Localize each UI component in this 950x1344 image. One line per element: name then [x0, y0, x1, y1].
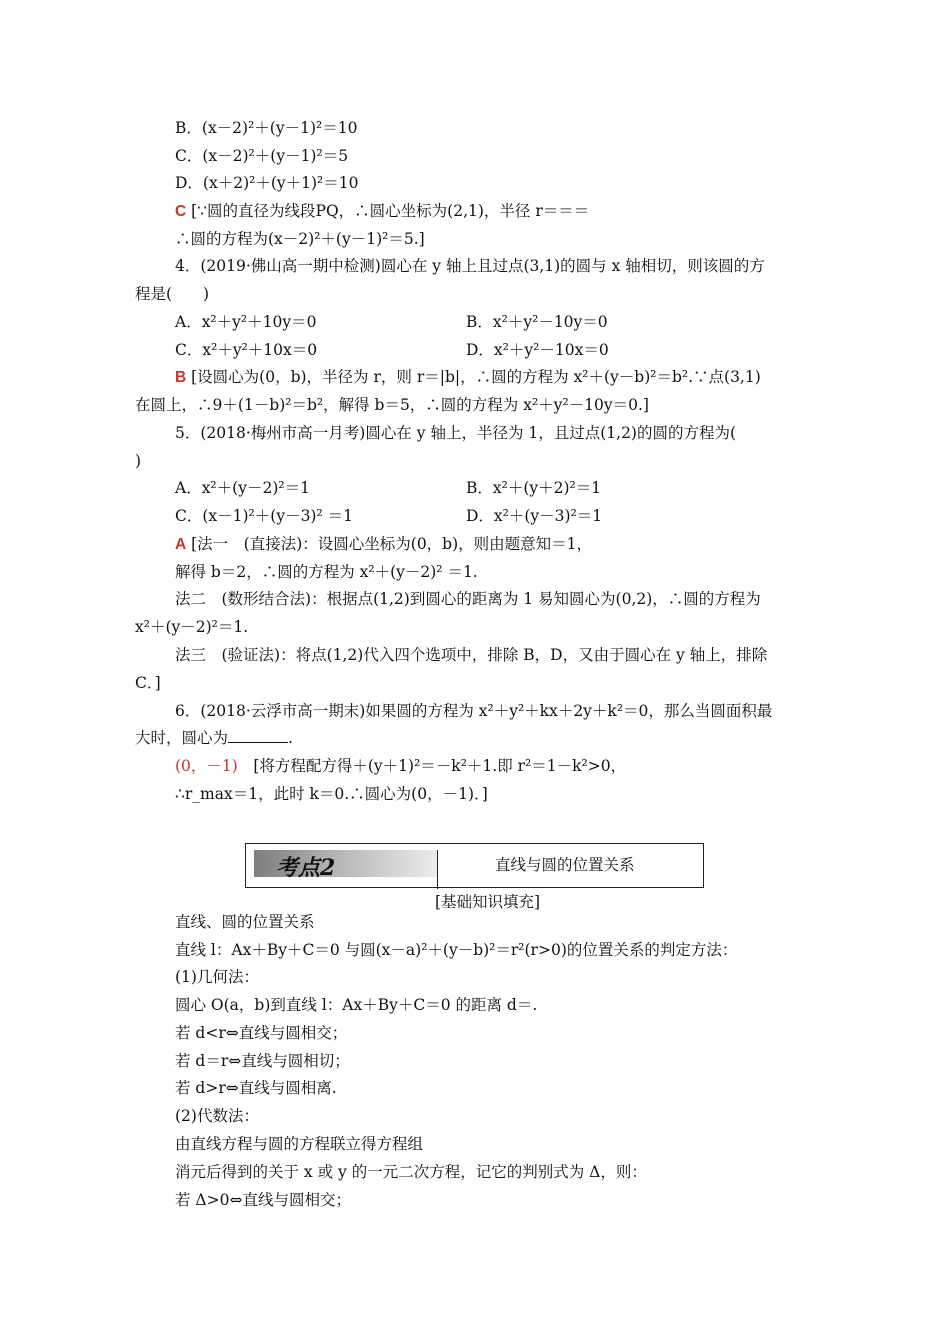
- line-text: D．(x＋2)²＋(y＋1)²＝10: [175, 174, 359, 192]
- text-line-l11: [135, 395, 649, 415]
- text-line-l10: [175, 367, 761, 388]
- text-line-l12: [175, 423, 736, 443]
- text-line-l29: [175, 995, 537, 1015]
- text-line-l33: [175, 1106, 259, 1126]
- line-text: 圆心 O(a，b)到直线 l：Ax＋By＋C＝0 的距离 d＝.: [175, 996, 538, 1014]
- text-line-l03: [175, 173, 359, 193]
- line-text: 若 d＝r⇔直线与圆相切；: [175, 1052, 350, 1070]
- section-subtitle: [基础知识填充]: [435, 893, 541, 911]
- text-line-l09: [175, 340, 317, 360]
- answer-letter: A: [175, 536, 187, 553]
- text-line-l25: [175, 784, 488, 804]
- line-text: C．x²＋y²＋10x＝0: [175, 341, 318, 359]
- line-text: 法三 (验证法)：将点(1,2)代入四个选项中，排除 B，D，又由于圆心在 y 轴上，排除: [175, 646, 768, 664]
- line-text: 程是( ): [135, 285, 210, 303]
- text-line-l02: [175, 146, 348, 166]
- line-text: x²＋(y－2)²＝1.: [135, 618, 249, 636]
- text-line-l26: [175, 912, 315, 932]
- section-title: 直线与圆的位置关系: [495, 856, 635, 874]
- text-line-l04: [175, 201, 589, 222]
- text-line-l14: [175, 478, 310, 498]
- option-right-l09: D．x²＋y²－10x＝0: [466, 341, 609, 359]
- line-text: 消元后得到的关于 x 或 y 的一元二次方程，记它的判别式为 Δ，则：: [175, 1163, 647, 1181]
- option-right-l08: B．x²＋y²－10y＝0: [466, 313, 608, 331]
- text-line-l35: [175, 1162, 647, 1182]
- text-line-l32: [175, 1078, 337, 1098]
- line-text: 在圆上，∴9＋(1－b)²＝b²，解得 b＝5，∴圆的方程为 x²＋y²－10y＝0.]: [135, 396, 649, 414]
- text-line-l13: [135, 451, 141, 471]
- text-line-l22: [175, 701, 772, 721]
- text-line-l06: [175, 256, 765, 276]
- answer-letter: C: [175, 203, 187, 220]
- text-line-l07: [135, 284, 209, 304]
- line-text: ): [135, 452, 142, 470]
- line-text: 6．(2018·云浮市高一期末)如果圆的方程为 x²＋y²＋kx＋2y＋k²＝0，那么当圆面积最: [175, 702, 773, 720]
- line-text: C．(x－1)²＋(y－3)² ＝1: [175, 507, 353, 525]
- text-line-l05: [175, 229, 425, 249]
- line-text: C．(x－2)²＋(y－1)²＝5: [175, 147, 349, 165]
- line-text: A．x²＋(y－2)²＝1: [175, 479, 310, 497]
- text-line-l08: [175, 312, 316, 332]
- text-line-l17: [175, 562, 478, 582]
- line-text: 直线、圆的位置关系: [175, 913, 315, 931]
- blank-suffix: .: [288, 729, 293, 747]
- option-right-l14: B．x²＋(y＋2)²＝1: [466, 479, 602, 497]
- answer-value: (0，－1): [175, 757, 238, 775]
- line-text: 由直线方程与圆的方程联立得方程组: [175, 1135, 424, 1153]
- text-line-l18: [175, 589, 761, 609]
- section-tab-label: 考点2: [276, 855, 336, 881]
- line-text: [∵圆的直径为线段PQ，∴圆心坐标为(2,1)，半径 r＝＝＝: [186, 202, 590, 220]
- line-text: 4．(2019·佛山高一期中检测)圆心在 y 轴上且过点(3,1)的圆与 x 轴相切，则该圆的方: [175, 257, 765, 275]
- line-text: B．(x－2)²＋(y－1)²＝10: [175, 119, 358, 137]
- line-text: C．]: [135, 674, 161, 692]
- line-text: 大时，圆心为: [135, 729, 229, 747]
- text-line-l19: [135, 617, 248, 637]
- line-text: [将方程配方得＋(y＋1)²＝－k²＋1.即 r²＝1－k²>0，: [237, 757, 627, 775]
- section-header-box: [245, 843, 704, 888]
- line-text: [法一 (直接法)：设圆心坐标为(0，b)，则由题意知＝1，: [186, 535, 593, 553]
- answer-letter: B: [175, 369, 187, 386]
- section-divider: [437, 850, 438, 889]
- text-line-l15: [175, 506, 353, 526]
- answer-blank[interactable]: [228, 728, 288, 743]
- line-text: (2)代数法：: [175, 1107, 259, 1125]
- text-line-l31: [175, 1051, 350, 1071]
- text-line-l28: [175, 967, 259, 987]
- line-text: 若 d<r⇔直线与圆相交；: [175, 1024, 348, 1042]
- text-line-l36: [175, 1190, 351, 1210]
- line-text: [设圆心为(0，b)，半径为 r，则 r＝|b|，∴圆的方程为 x²＋(y－b)²＝b².∵点(3,1): [186, 368, 761, 386]
- text-line-l27: [175, 940, 737, 960]
- text-line-l24: [175, 756, 626, 776]
- line-text: 若 d>r⇔直线与圆相离.: [175, 1079, 337, 1097]
- text-line-l34: [175, 1134, 423, 1154]
- text-line-l30: [175, 1023, 347, 1043]
- line-text: 5．(2018·梅州市高一月考)圆心在 y 轴上，半径为 1，且过点(1,2)的圆的方程为(: [175, 424, 737, 442]
- text-line-l21: [135, 673, 161, 693]
- line-text: A．x²＋y²＋10y＝0: [175, 313, 317, 331]
- line-text: ∴圆的方程为(x－2)²＋(y－1)²＝5.]: [175, 230, 425, 248]
- text-line-l16: [175, 534, 592, 555]
- text-line-l01: [175, 118, 357, 138]
- section-tab: [254, 850, 437, 881]
- line-text: ∴r_max＝1，此时 k＝0.∴圆心为(0，－1)．]: [175, 785, 488, 803]
- line-text: (1)几何法：: [175, 968, 259, 986]
- line-text: 若 Δ>0⇔直线与圆相交；: [175, 1191, 351, 1209]
- text-line-l20: [175, 645, 767, 665]
- line-text: 解得 b＝2，∴圆的方程为 x²＋(y－2)² ＝1.: [175, 563, 478, 581]
- line-text: 法二 (数形结合法)：根据点(1,2)到圆心的距离为 1 易知圆心为(0,2)，∴圆的方程为: [175, 590, 761, 608]
- text-line-l23: [135, 728, 293, 748]
- line-text: 直线 l：Ax＋By＋C＝0 与圆(x－a)²＋(y－b)²＝r²(r>0)的位置关系的判定方法：: [175, 941, 738, 959]
- option-right-l15: D．x²＋(y－3)²＝1: [466, 507, 603, 525]
